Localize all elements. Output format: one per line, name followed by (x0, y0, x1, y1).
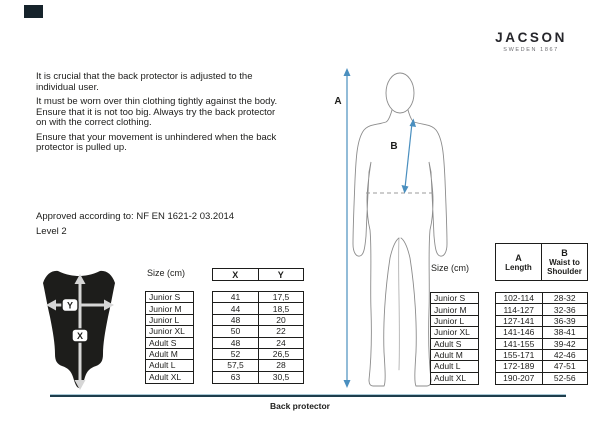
body-table-size-column (430, 292, 479, 385)
a-label: A (334, 96, 342, 107)
length-value: 172-189 (503, 361, 535, 372)
y-value: 22 (258, 326, 303, 336)
table-row-label: Junior S (431, 293, 478, 304)
length-value: 141-155 (503, 338, 535, 349)
waist-shoulder-value: 32-36 (542, 304, 588, 314)
garment-table-values (212, 291, 304, 384)
x-value: 48 (230, 337, 241, 348)
shoulder-waist-arrow-b (402, 119, 417, 194)
col-a-letter: A (515, 252, 522, 263)
y-value: 28 (258, 360, 303, 370)
length-value: 155-171 (503, 350, 535, 361)
height-arrow-a (344, 68, 351, 388)
approval-block (36, 210, 316, 239)
length-value: 127-141 (503, 315, 535, 326)
table-row (496, 373, 587, 384)
table-row (496, 293, 587, 304)
table-row-label: Junior L (431, 316, 478, 327)
col-b-name: Waist to Shoulder (547, 258, 582, 276)
table-row-label: Adult S (146, 338, 193, 349)
table-row (213, 372, 303, 383)
garment-diagram (38, 260, 122, 392)
table-row (213, 360, 303, 371)
table-row (213, 338, 303, 349)
waist-shoulder-value: 52-56 (542, 373, 588, 384)
instructions-block (36, 72, 288, 158)
x-value: 50 (230, 326, 241, 337)
waist-shoulder-value: 28-32 (542, 293, 588, 303)
x-value: 48 (230, 314, 241, 325)
col-b-letter: B (561, 248, 568, 258)
table-row-label: Adult M (146, 349, 193, 360)
corner-mark (24, 5, 43, 18)
table-row (496, 316, 587, 327)
svg-text:Y: Y (66, 300, 74, 311)
garment-table-header (212, 268, 304, 281)
garment-table-col-y: Y (258, 269, 304, 280)
waist-shoulder-value: 47-51 (542, 361, 588, 371)
table-row (496, 339, 587, 350)
x-value: 63 (230, 372, 241, 383)
length-value: 190-207 (503, 373, 535, 384)
waist-shoulder-value: 39-42 (542, 339, 588, 349)
x-measure-label (72, 329, 88, 342)
table-row (213, 326, 303, 337)
garment-table-size-label: Size (cm) (147, 268, 185, 278)
approved-standard-text: Approved according to: NF EN 1621-2 03.2014 (36, 211, 235, 222)
table-row-label: Junior L (146, 315, 193, 326)
table-row-label: Junior M (146, 303, 193, 314)
table-row (496, 327, 587, 338)
table-row (213, 315, 303, 326)
body-table-values (495, 292, 588, 385)
y-value: 26,5 (258, 349, 303, 359)
brand-name: JACSON (495, 30, 567, 45)
y-value: 20 (258, 315, 303, 325)
x-value: 41 (230, 292, 241, 303)
col-a-name: Length (505, 262, 532, 272)
body-table-header (495, 243, 588, 281)
table-row-label: Adult S (431, 339, 478, 350)
b-label: B (390, 141, 398, 152)
length-value: 102-114 (503, 293, 535, 304)
footer-rule-dark (50, 395, 566, 397)
instruction-paragraph: It must be worn over thin clothing tightly against the body. Ensure that it is not too big. Always try the back protector on with the correct clothing. (36, 96, 278, 128)
table-row (213, 349, 303, 360)
y-value: 24 (258, 338, 303, 348)
body-table-size-label: Size (cm) (431, 263, 469, 273)
table-row (213, 292, 303, 303)
table-row (496, 304, 587, 315)
x-value: 44 (230, 303, 241, 314)
table-row (496, 350, 587, 361)
body-table-col-a (496, 244, 541, 280)
x-value: 57,5 (227, 360, 244, 371)
table-row-label: Junior M (431, 304, 478, 315)
instruction-paragraph: It is crucial that the back protector is adjusted to the individual user. (36, 71, 253, 93)
y-value: 30,5 (258, 372, 303, 383)
table-row-label: Adult XL (434, 373, 467, 384)
svg-text:X: X (76, 331, 84, 341)
waist-shoulder-value: 42-46 (542, 350, 588, 360)
table-row-label: Junior S (146, 292, 193, 303)
table-row (496, 361, 587, 372)
x-value: 52 (230, 349, 241, 360)
table-row-label: Adult L (146, 360, 193, 371)
length-value: 114-127 (503, 304, 535, 315)
y-value: 18,5 (258, 303, 303, 313)
table-row-label: Adult L (431, 361, 478, 372)
table-row-label: Junior XL (431, 327, 478, 338)
waist-shoulder-value: 38-41 (542, 327, 588, 337)
table-row-label: Adult M (431, 350, 478, 361)
garment-table-size-column (145, 291, 194, 384)
y-value: 17,5 (258, 292, 303, 302)
body-table-col-b (541, 244, 587, 280)
garment-table-col-x: X (232, 269, 239, 280)
footer-caption: Back protector (270, 401, 330, 411)
brand-logo (495, 30, 567, 53)
brand-tagline: SWEDEN 1867 (503, 47, 559, 53)
y-measure-label (62, 299, 78, 312)
table-row-label: Adult XL (149, 372, 182, 383)
instruction-paragraph: Ensure that your movement is unhindered when the back protector is pulled up. (36, 131, 277, 153)
protection-level-text: Level 2 (36, 225, 67, 237)
table-row (213, 303, 303, 314)
table-row-label: Junior XL (146, 326, 193, 337)
waist-shoulder-value: 36-39 (542, 316, 588, 326)
length-value: 141-146 (503, 327, 535, 338)
